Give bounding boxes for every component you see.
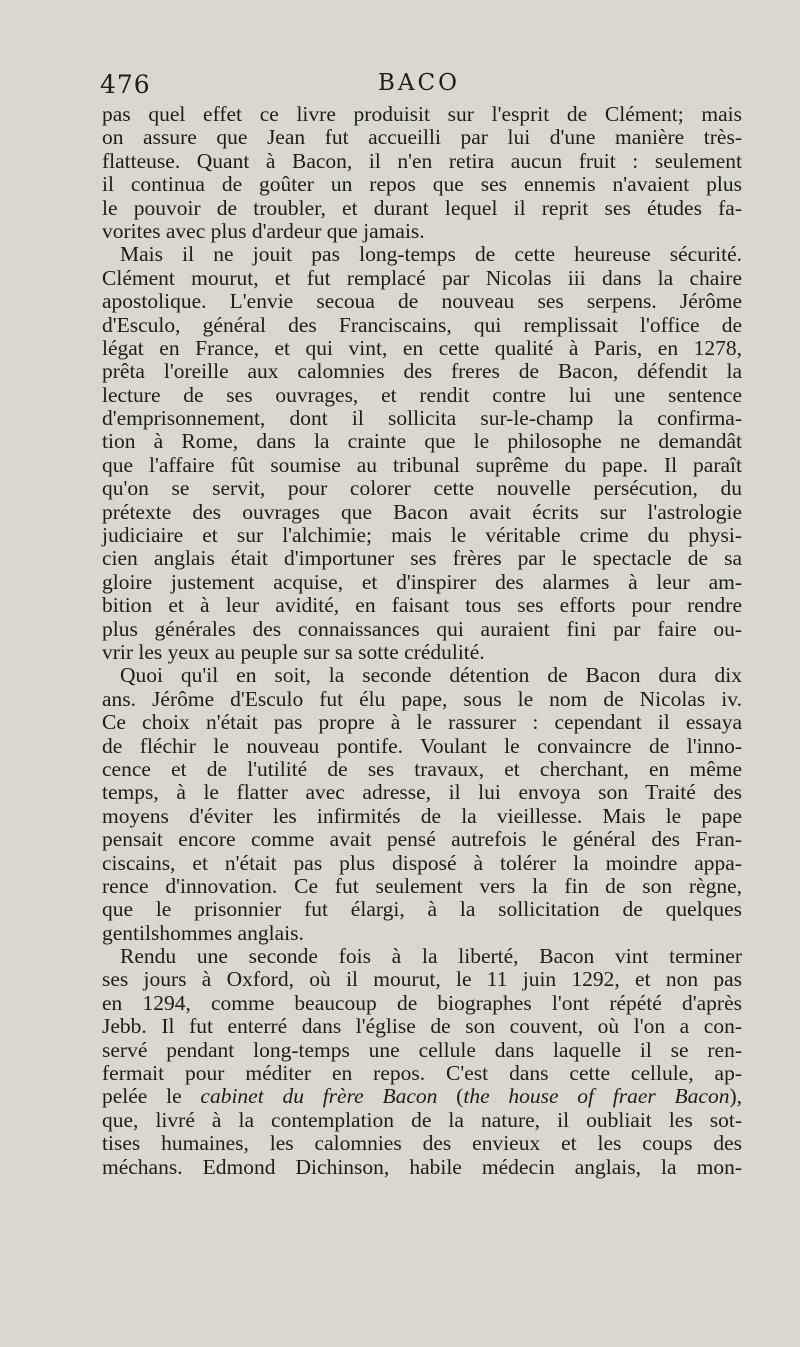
text-line	[102, 758, 742, 781]
line-text: que l'affaire fût soumise au tribunal suprême du pape. Il paraît	[102, 452, 742, 477]
line-text: pelée le	[102, 1084, 201, 1109]
text-line	[102, 477, 742, 500]
text-line	[102, 618, 742, 641]
body-text	[102, 103, 742, 1179]
line-text: que le prisonnier fut élargi, à la sollicitation de quelques	[102, 897, 742, 922]
text-line	[102, 173, 742, 196]
line-text: gentilshommes anglais.	[102, 920, 304, 945]
line-text: judiciaire et sur l'alchimie; mais le véritable crime du physi-	[102, 523, 742, 548]
line-text: moyens d'éviter les infirmités de la vieillesse. Mais le pape	[102, 803, 742, 828]
line-text: lecture de ses ouvrages, et rendit contre lui une sentence	[102, 382, 742, 407]
text-line	[102, 197, 742, 220]
text-line	[102, 711, 742, 734]
line-text: fermait pour méditer en repos. C'est dans cette cellule, ap-	[102, 1061, 742, 1086]
text-line	[102, 922, 742, 945]
line-text: servé pendant long-temps une cellule dans laquelle il se ren-	[102, 1037, 742, 1062]
line-text: apostolique. L'envie secoua de nouveau ses serpens. Jérôme	[102, 289, 742, 314]
text-line	[102, 594, 742, 617]
line-text: d'Esculo, général des Franciscains, qui remplissait l'office de	[102, 312, 742, 337]
line-text: ans. Jérôme d'Esculo fut élu pape, sous le nom de Nicolas iv.	[102, 686, 742, 711]
text-line	[102, 220, 742, 243]
line-text: Mais il ne jouit pas long-temps de cette heureuse sécurité.	[120, 242, 742, 267]
running-title: BACO	[378, 70, 460, 96]
text-line	[102, 430, 742, 453]
line-text: méchans. Edmond Dichinson, habile médecin anglais, la mon-	[102, 1154, 742, 1179]
line-text: tion à Rome, dans la crainte que le philosophe ne demandât	[102, 429, 742, 454]
text-line	[102, 828, 742, 851]
text-line	[102, 384, 742, 407]
line-text: Jebb. Il fut enterré dans l'église de son couvent, où l'on a con-	[102, 1014, 742, 1039]
line-text: prêta l'oreille aux calomnies des freres de Bacon, défendit la	[102, 359, 742, 384]
text-line	[102, 992, 742, 1015]
line-text: rence d'innovation. Ce fut seulement vers la fin de son règne,	[102, 873, 742, 898]
line-text: Quoi qu'il en soit, la seconde détention de Bacon dura dix	[120, 663, 742, 688]
line-text: pensait encore comme avait pensé autrefois le général des Fran-	[102, 827, 742, 852]
text-line	[102, 290, 742, 313]
text-line	[102, 571, 742, 594]
line-text: flatteuse. Quant à Bacon, il n'en retira aucun fruit : seulement	[102, 148, 742, 173]
text-line	[102, 1109, 742, 1132]
line-text: bition et à leur avidité, en faisant tous ses efforts pour rendre	[102, 593, 742, 618]
line-text: vorites avec plus d'ardeur que jamais.	[102, 218, 425, 243]
line-text: Rendu une seconde fois à la liberté, Bacon vint terminer	[120, 944, 742, 969]
line-text: le pouvoir de troubler, et durant lequel il reprit ses études fa-	[102, 195, 742, 220]
line-text: pas quel effet ce livre produisit sur l'esprit de Clément; mais	[102, 102, 742, 126]
text-line	[102, 968, 742, 991]
text-line	[102, 126, 742, 149]
text-line	[102, 875, 742, 898]
text-line	[102, 688, 742, 711]
line-text: ses jours à Oxford, où il mourut, le 11 juin 1292, et non pas	[102, 967, 742, 992]
line-text: Ce choix n'était pas propre à le rassurer : cependant il essaya	[102, 710, 742, 735]
line-text: ),	[729, 1084, 743, 1109]
text-line	[102, 360, 742, 383]
text-line	[102, 1085, 742, 1108]
line-text: cence et de l'utilité de ses travaux, et cherchant, en même	[102, 756, 742, 781]
text-line	[102, 314, 742, 337]
line-text: que, livré à la contemplation de la nature, il oubliait les sot-	[102, 1107, 742, 1132]
text-line	[102, 547, 742, 570]
text-line	[102, 641, 742, 664]
text-line	[102, 267, 742, 290]
italic-text: the house of fraer Bacon	[463, 1084, 730, 1109]
line-text: plus générales des connaissances qui auraient fini par faire ou-	[102, 616, 742, 641]
line-text: gloire justement acquise, et d'inspirer des alarmes à leur am-	[102, 569, 742, 594]
line-text: d'emprisonnement, dont il sollicita sur-le-champ la confirma-	[102, 406, 742, 431]
text-line	[102, 501, 742, 524]
text-line	[102, 664, 742, 687]
text-line	[102, 407, 742, 430]
line-text: prétexte des ouvrages que Bacon avait écrits sur l'astrologie	[102, 499, 742, 524]
italic-text: cabinet du frère Bacon	[200, 1084, 438, 1109]
text-line	[102, 1039, 742, 1062]
line-text: on assure que Jean fut accueilli par lui d'une manière très-	[102, 125, 742, 150]
text-line	[102, 103, 742, 126]
text-line	[102, 735, 742, 758]
line-text: temps, à le flatter avec adresse, il lui envoya son Traité des	[102, 780, 742, 805]
text-line	[102, 150, 742, 173]
line-text: cien anglais était d'importuner ses frères par le spectacle de sa	[102, 546, 742, 571]
line-text: légat en France, et qui vint, en cette qualité à Paris, en 1278,	[102, 335, 742, 360]
text-line	[102, 805, 742, 828]
text-line	[102, 1015, 742, 1038]
line-text: ciscains, et n'était pas plus disposé à tolérer la moindre appa-	[102, 850, 742, 875]
text-line	[102, 852, 742, 875]
text-line	[102, 898, 742, 921]
text-line	[102, 337, 742, 360]
line-text: qu'on se servit, pour colorer cette nouvelle persécution, du	[102, 476, 742, 501]
page-number: 476	[100, 70, 151, 99]
line-text: de fléchir le nouveau pontife. Voulant le convaincre de l'inno-	[102, 733, 742, 758]
text-line	[102, 243, 742, 266]
text-line	[102, 1156, 742, 1179]
line-text: en 1294, comme beaucoup de biographes l'ont répété d'après	[102, 990, 742, 1015]
text-line	[102, 454, 742, 477]
line-text: vrir les yeux au peuple sur sa sotte crédulité.	[102, 639, 485, 664]
text-line	[102, 1132, 742, 1155]
text-line	[102, 1062, 742, 1085]
line-text: Clément mourut, et fut remplacé par Nicolas iii dans la chaire	[102, 265, 742, 290]
text-line	[102, 945, 742, 968]
text-line	[102, 781, 742, 804]
text-line	[102, 524, 742, 547]
line-text: il continua de goûter un repos que ses ennemis n'avaient plus	[102, 172, 742, 197]
line-text: tises humaines, les calomnies des envieux et les coups des	[102, 1131, 742, 1156]
line-text: (	[437, 1084, 464, 1109]
